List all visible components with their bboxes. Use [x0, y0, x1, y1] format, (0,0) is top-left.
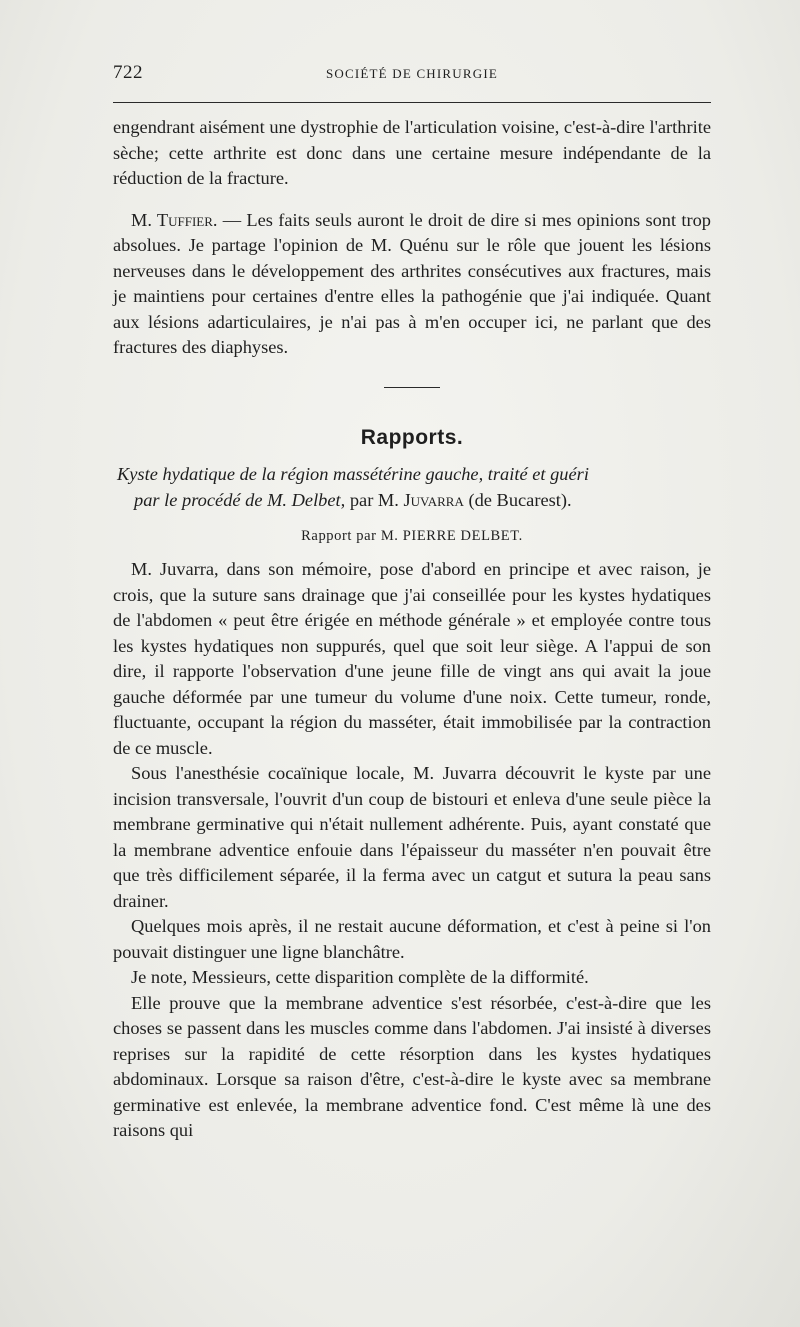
article-title-line1: Kyste hydatique de la région massétérine gauche, traité et guéri [117, 463, 589, 484]
running-head: SOCIÉTÉ DE CHIRURGIE [325, 66, 499, 81]
page-header [113, 62, 711, 88]
page-number: 722 [113, 62, 143, 83]
article-place: (de Bucarest). [463, 489, 572, 510]
section-title: Rapports. [360, 425, 464, 449]
body-paragraph: Quelques mois après, il ne restait aucune déformation, et c'est à peine si l'on pouvait distinguer une ligne blanchâtre. [113, 916, 711, 962]
article-title [113, 461, 711, 513]
article-title-line2: par le procédé de M. Delbet, [134, 489, 346, 510]
speaker-name: M. Tuffier. [131, 209, 218, 230]
header-rule [113, 102, 711, 103]
body-paragraph: Sous l'anesthésie cocaïnique locale, M. Juvarra découvrit le kyste par une incision transversale, l'ouvrit d'un coup de bistouri et enleva d'une seule pièce la membrane germinative qui n'était nullement adhérente. Puis, ayant constaté que la membrane adventice enfouie dans l'épaisseur du masséter n'en pouvait être que très difficilement séparée, il la ferma avec un catgut et sutura la peau sans drainer. [113, 763, 711, 911]
article-author: Juvarra [403, 489, 464, 510]
body-paragraph: M. Juvarra, dans son mémoire, pose d'abord en principe et avec raison, je crois, que la suture sans drainage que j'ai conseillée pour les kystes hydatiques de l'abdomen « peut être érigée en méthode générale » et employée contre tous les kystes hydatiques non suppurés, quel que soit leur siège. A l'appui de son dire, il rapporte l'observation d'une jeune fille de vingt ans qui avait la joue gauche déformée par une tumeur du volume d'une noix. Cette tumeur, ronde, fluctuante, occupant la région du masséter, était immobilisée par la contraction de ce muscle. [113, 559, 711, 758]
continuation-paragraph: engendrant aisément une dystrophie de l'articulation voisine, c'est-à-dire l'arthrite sèche; cette arthrite est donc dans une certaine mesure indépendante de la réduction de la fracture. [113, 117, 711, 188]
body-paragraph: Elle prouve que la membrane adventice s'est résorbée, c'est-à-dire que les choses se passent dans les muscles comme dans l'abdomen. J'ai insisté à diverses reprises sur la rapidité de cette résorption dans les kystes hydatiques abdominaux. Lorsque sa raison d'être, c'est-à-dire le kyste avec sa membrane germinative est enlevée, la membrane adventice fond. C'est même là une des raisons qui [113, 992, 711, 1140]
body-paragraph: Je note, Messieurs, cette disparition complète de la difformité. [131, 967, 589, 987]
body-text [113, 115, 711, 1144]
tuffier-text: — Les faits seuls auront le droit de dire si mes opinions sont trop absolues. Je partage l'opinion de M. Quénu sur le rôle que jouent les lésions nerveuses dans le développement des arthrites consécutives aux fractures, mais je maintiens pour certaines d'entre elles la pathogénie que j'ai indiquée. Quant aux lésions adarticulaires, je n'ai pas à m'en occuper ici, ne parlant que des fractures des diaphyses. [113, 209, 711, 357]
report-byline: Rapport par M. PIERRE DELBET. [301, 527, 523, 544]
article-par: par M. [345, 489, 404, 510]
section-rule [384, 387, 440, 388]
tuffier-paragraph [113, 208, 711, 361]
